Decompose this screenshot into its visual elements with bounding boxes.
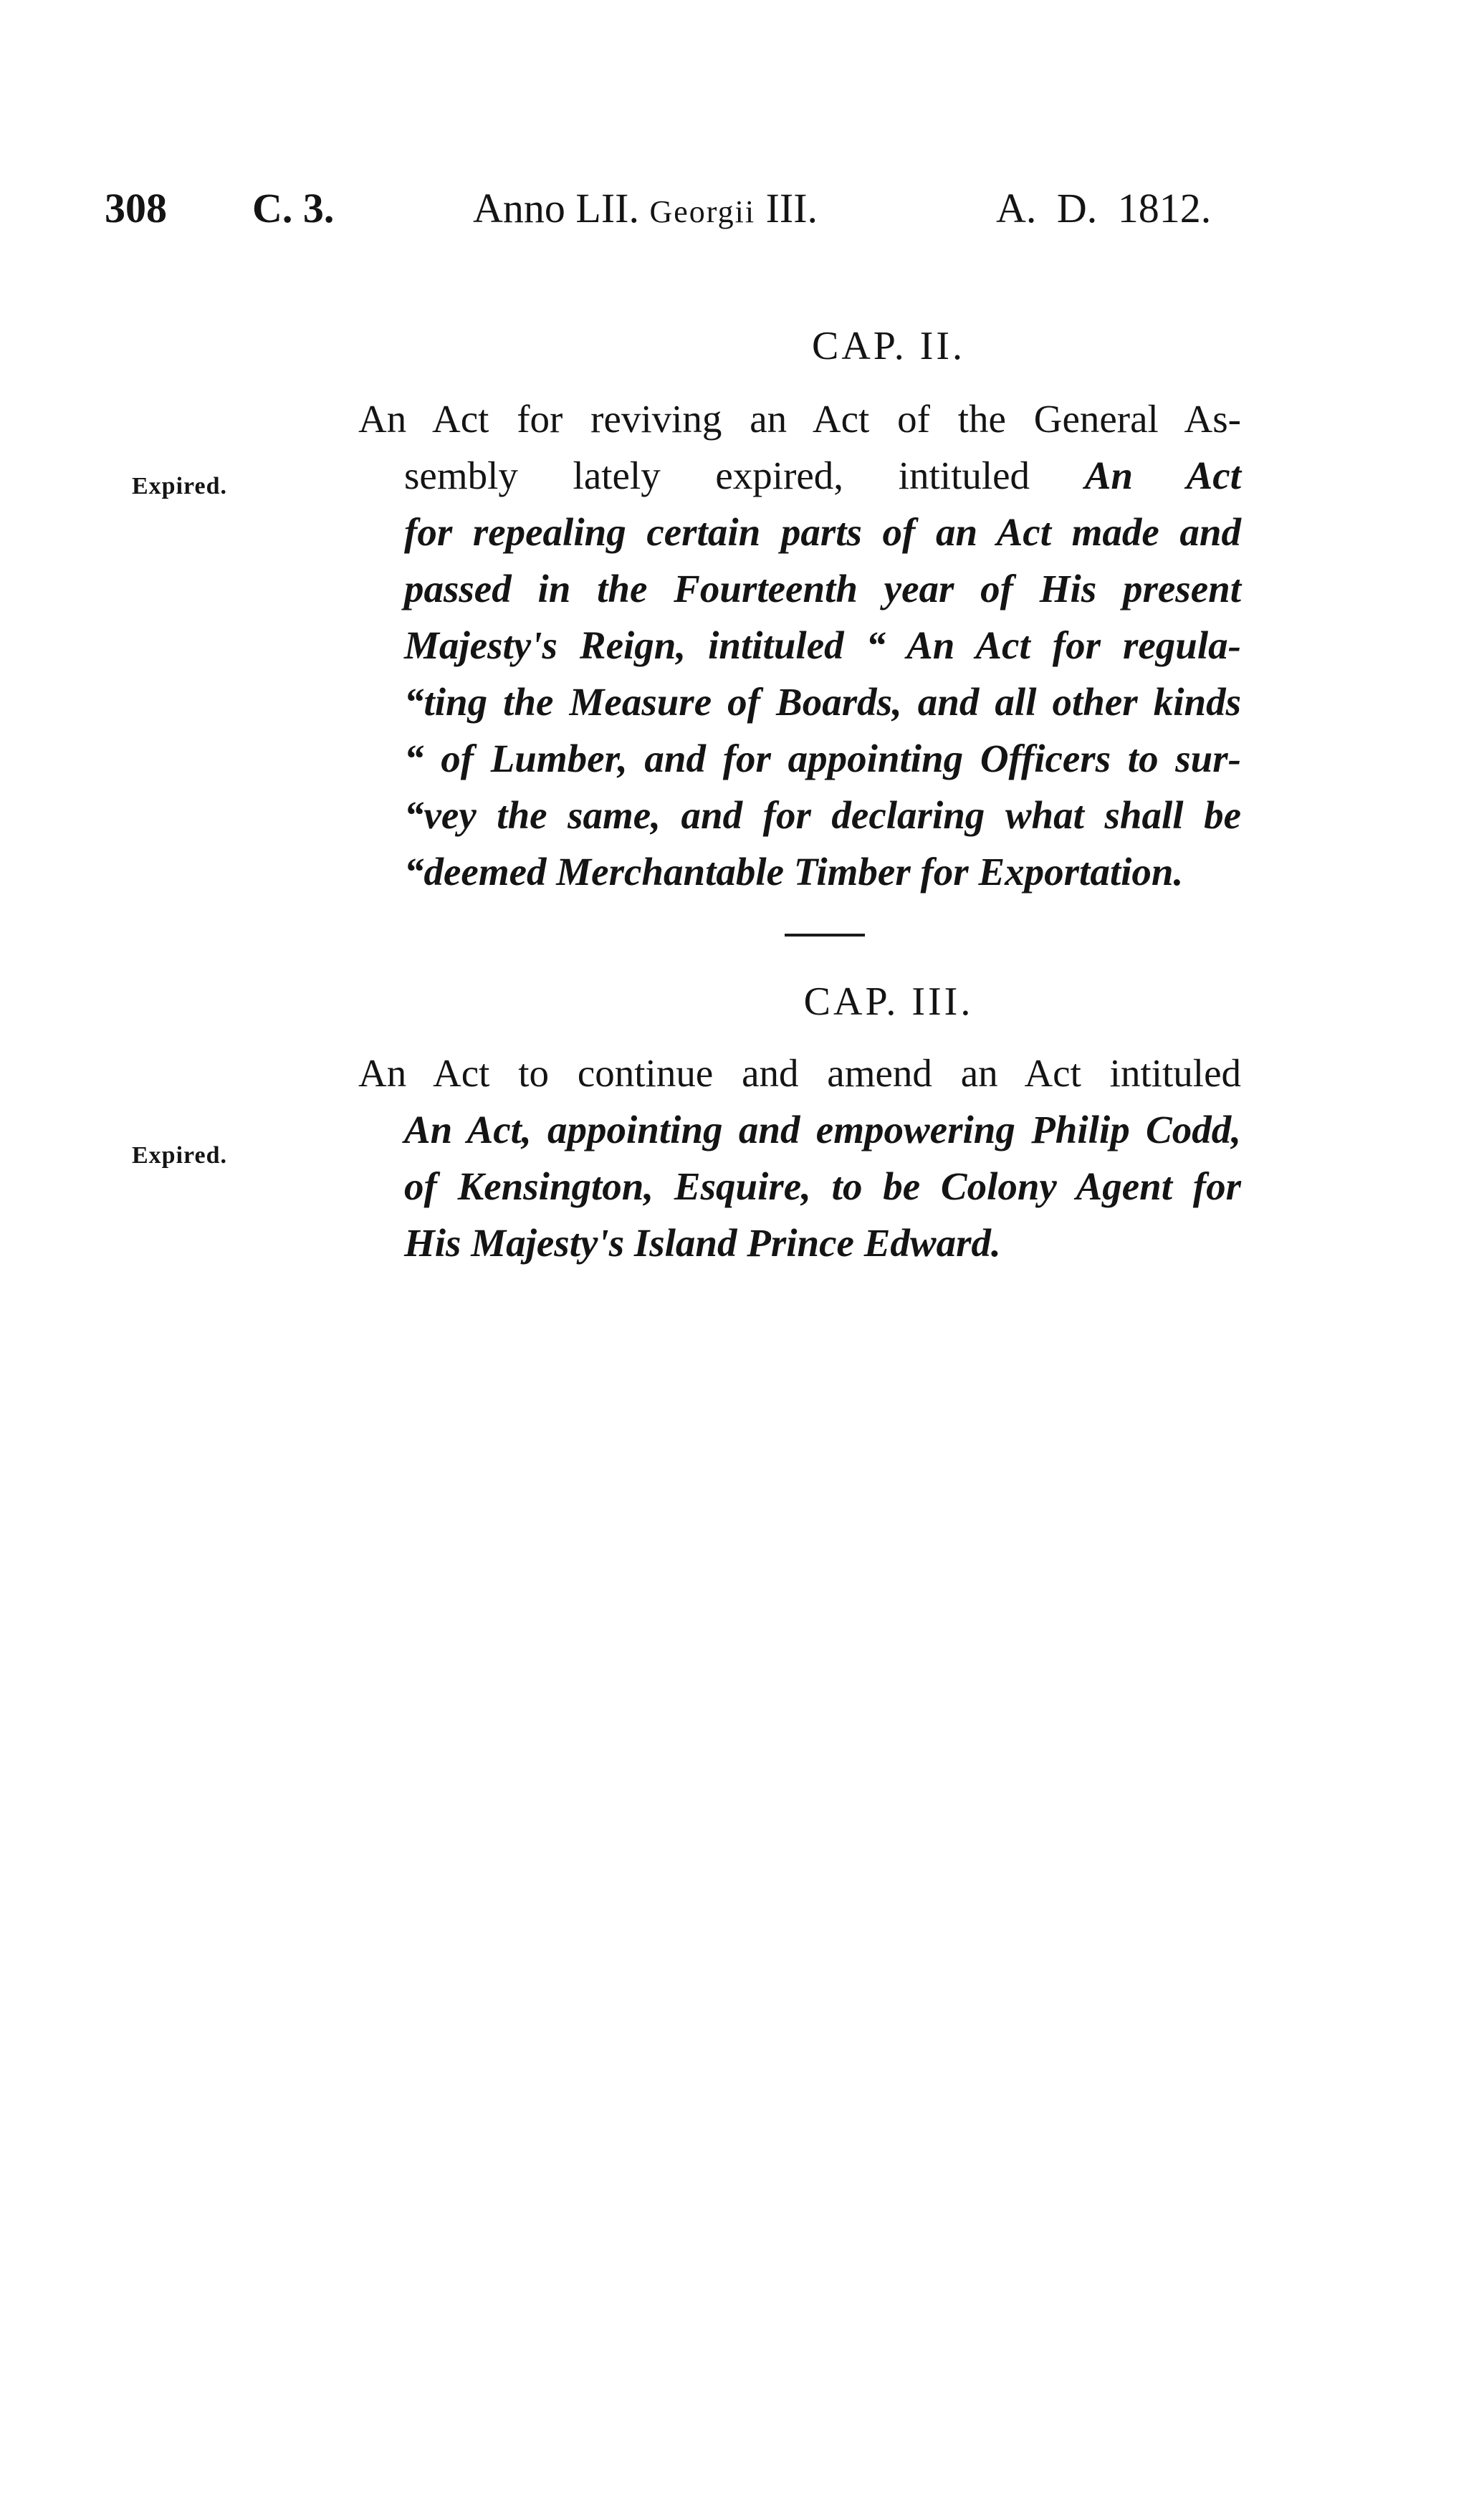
text-line	[358, 560, 1241, 617]
running-title-suffix: III.	[765, 185, 818, 231]
text-line	[358, 843, 1241, 900]
italic-text: His Majesty's Island Prince Edward.	[404, 1221, 1001, 1265]
running-title-prefix: Anno LII.	[473, 185, 639, 231]
year-label: A. D. 1812.	[996, 185, 1212, 231]
page-number: 308	[105, 185, 167, 231]
italic-text: passed in the Fourteenth year of His present	[404, 567, 1241, 610]
section-heading-cap-3: CAP. III.	[803, 980, 974, 1024]
act-text-cap-2	[358, 391, 1241, 900]
running-title-smallcaps: Georgii	[649, 194, 756, 229]
italic-text: An Act	[1084, 454, 1241, 497]
italic-text: for repealing certain parts of an Act made and	[404, 510, 1241, 554]
margin-note-cap-2: Expired.	[132, 473, 228, 499]
section-heading-cap-2: CAP. II.	[811, 324, 966, 368]
text-line	[358, 1158, 1241, 1215]
text-line	[358, 674, 1241, 730]
text-line	[358, 504, 1241, 560]
italic-text: Majesty's Reign, intituled “ An Act for regula-	[404, 623, 1241, 667]
margin-note-cap-3: Expired.	[132, 1142, 228, 1169]
text-line	[358, 447, 1241, 504]
text-line	[358, 730, 1241, 787]
italic-text: “vey the same, and for declaring what shall be	[404, 793, 1241, 837]
italic-text: “ting the Measure of Boards, and all other kinds	[404, 680, 1241, 724]
text-line	[358, 1045, 1241, 1101]
act-text-cap-3	[358, 1045, 1241, 1271]
roman-text: sembly lately expired, intituled	[404, 454, 1085, 497]
italic-text: of Kensington, Esquire, to be Colony Agent for	[404, 1164, 1241, 1208]
chapter-label: C. 3.	[252, 185, 335, 231]
italic-text: “ of Lumber, and for appointing Officers to sur-	[404, 737, 1241, 780]
text-line	[358, 617, 1241, 674]
roman-text: An Act for reviving an Act of the General As-	[358, 397, 1241, 441]
text-line	[358, 787, 1241, 843]
text-line	[358, 1101, 1241, 1158]
roman-text: An Act to continue and amend an Act intituled	[358, 1051, 1241, 1095]
italic-text: An Act, appointing and empowering Philip Codd,	[404, 1108, 1241, 1151]
text-line	[358, 1215, 1241, 1271]
running-title	[473, 185, 818, 231]
section-divider	[785, 934, 865, 937]
text-line	[358, 391, 1241, 447]
italic-text: “deemed Merchantable Timber for Exportation.	[404, 850, 1184, 894]
